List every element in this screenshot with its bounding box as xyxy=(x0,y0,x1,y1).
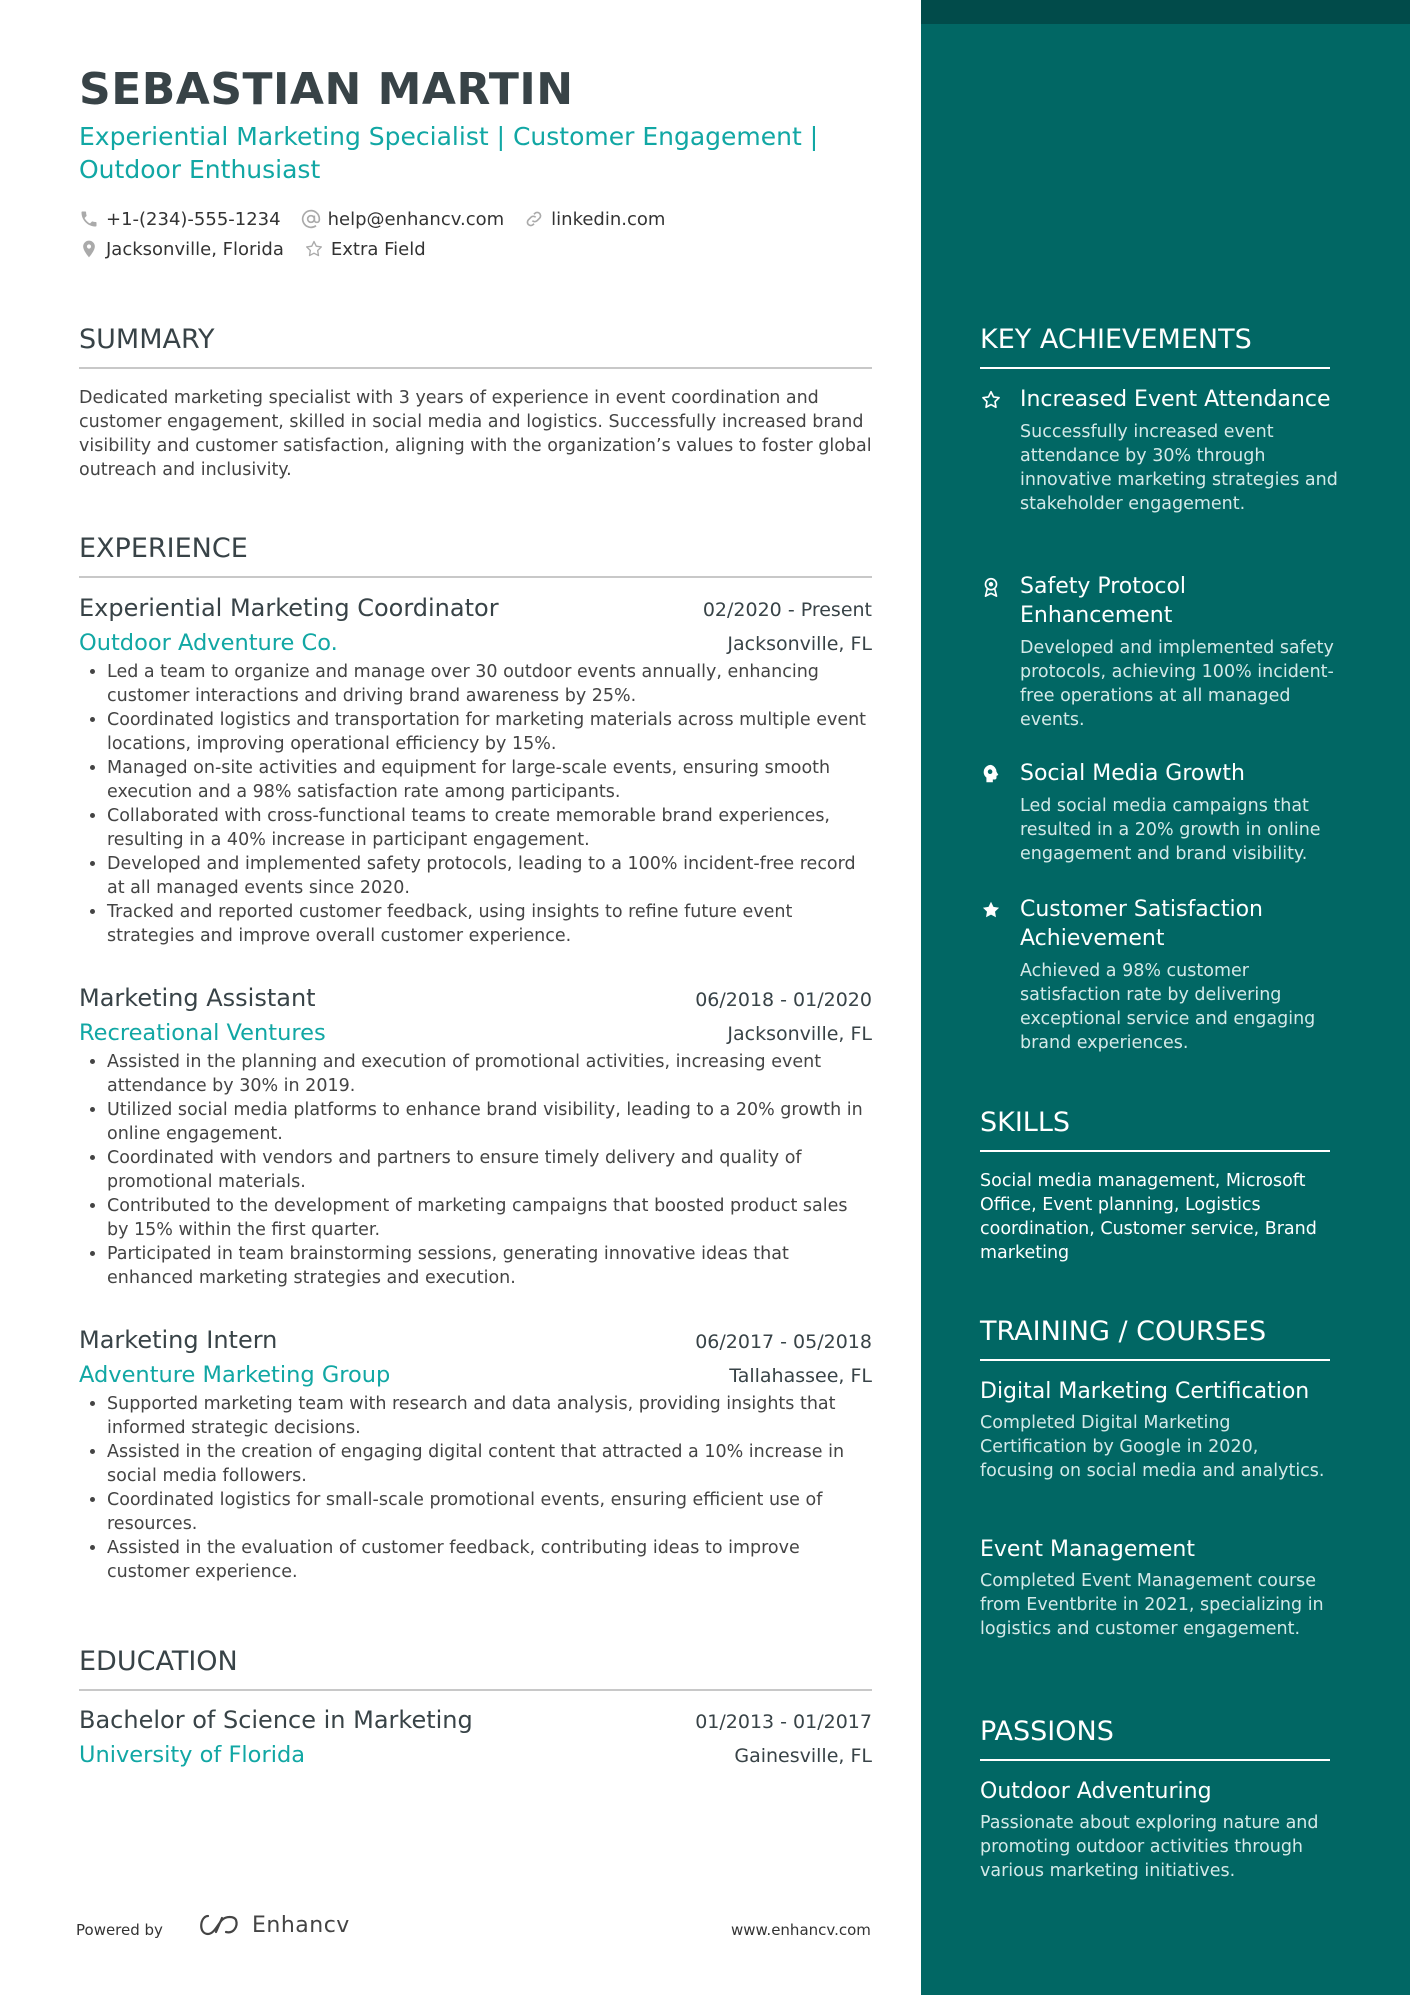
passion-desc: Passionate about exploring nature and promoting outdoor activities through various marketing initiatives. xyxy=(980,1813,1319,1881)
powered-by-label: Powered by xyxy=(76,1921,163,1939)
job-location: Tallahassee, FL xyxy=(729,1365,872,1387)
education-location: Gainesville, FL xyxy=(734,1745,872,1767)
phone-icon xyxy=(79,209,99,229)
company-name: Adventure Marketing Group xyxy=(79,1362,391,1388)
job-1-company-row xyxy=(79,630,872,656)
experience-heading: EXPERIENCE xyxy=(79,533,872,578)
job-2 xyxy=(79,984,872,1290)
job-3-header xyxy=(79,1326,872,1354)
job-bullets xyxy=(79,1050,872,1290)
contact-row-1 xyxy=(79,204,879,234)
achievement-item xyxy=(980,572,1340,732)
extra-field-text: Extra Field xyxy=(330,238,426,260)
bullet: • Supported marketing team with research and data analysis, providing insights that informed strategic decisions. xyxy=(107,1392,872,1440)
training-item xyxy=(980,1377,1335,1483)
award-ribbon-icon xyxy=(980,576,1002,598)
job-2-company-row xyxy=(79,1020,872,1046)
candidate-name: SEBASTIAN MARTIN xyxy=(79,64,574,115)
summary-heading: SUMMARY xyxy=(79,324,872,369)
bullet: • Led a team to organize and manage over 30 outdoor events annually, enhancing customer interactions and driving brand awareness by 25%. xyxy=(107,660,872,708)
extra-field-contact xyxy=(304,239,426,260)
job-title: Marketing Intern xyxy=(79,1326,278,1354)
enhancv-brand-name: Enhancv xyxy=(252,1912,350,1938)
bullet: • Assisted in the creation of engaging digital content that attracted a 10% increase in social media followers. xyxy=(107,1440,872,1488)
education-school-row xyxy=(79,1742,872,1768)
footer-url[interactable]: www.enhancv.com xyxy=(731,1921,871,1939)
training-desc: Completed Event Management course from Eventbrite in 2021, specializing in logistics and customer engagement. xyxy=(980,1571,1324,1639)
job-2-header xyxy=(79,984,872,1012)
achievement-title: Customer Satisfaction Achievement xyxy=(1020,897,1263,951)
skills-text: Social media management, Microsoft Office, Event planning, Logistics coordination, Customer service, Brand marketing xyxy=(980,1171,1317,1263)
achievement-item xyxy=(980,385,1340,516)
skills-heading: SKILLS xyxy=(980,1107,1330,1152)
job-3-company-row xyxy=(79,1362,872,1388)
bullet: • Tracked and reported customer feedback, using insights to refine future event strategies and improve overall customer experience. xyxy=(107,900,872,948)
bullet: • Coordinated logistics and transportation for marketing materials across multiple event locations, improving operational efficiency by 15%. xyxy=(107,708,872,756)
education-date: 01/2013 - 01/2017 xyxy=(695,1711,872,1733)
bullet: • Developed and implemented safety protocols, leading to a 100% incident-free record at all managed events since 2020. xyxy=(107,852,872,900)
achievement-desc: Developed and implemented safety protocols, achieving 100% incident-free operations at all managed events. xyxy=(1020,638,1334,730)
passion-item xyxy=(980,1777,1335,1883)
training-title: Digital Marketing Certification xyxy=(980,1379,1310,1404)
bullet: • Contributed to the development of marketing campaigns that boosted product sales by 15% within the first quarter. xyxy=(107,1194,872,1242)
contact-info xyxy=(79,204,879,264)
job-bullets xyxy=(79,660,872,948)
phone-text: +1-(234)-555-1234 xyxy=(106,208,281,230)
brain-head-icon xyxy=(980,763,1002,785)
passions-heading: PASSIONS xyxy=(980,1716,1330,1761)
bullet: • Assisted in the planning and execution of promotional activities, increasing event attendance by 30% in 2019. xyxy=(107,1050,872,1098)
bullet: • Coordinated with vendors and partners to ensure timely delivery and quality of promotional materials. xyxy=(107,1146,872,1194)
at-sign-icon xyxy=(301,209,321,229)
achievement-title: Social Media Growth xyxy=(1020,761,1245,786)
job-location: Jacksonville, FL xyxy=(727,633,872,655)
star-filled-icon xyxy=(980,899,1002,921)
job-title: Experiential Marketing Coordinator xyxy=(79,594,499,622)
bullet: • Participated in team brainstorming sessions, generating innovative ideas that enhanced marketing strategies and execution. xyxy=(107,1242,872,1290)
job-location: Jacksonville, FL xyxy=(727,1023,872,1045)
location-contact xyxy=(79,239,284,260)
email-contact[interactable] xyxy=(301,209,505,230)
achievement-title: Safety Protocol Enhancement xyxy=(1020,574,1187,628)
job-bullets xyxy=(79,1392,872,1584)
location-pin-icon xyxy=(79,239,99,259)
summary-text: Dedicated marketing specialist with 3 years of experience in event coordination and customer engagement, skilled in social media and logistics. Successfully increased brand visibility and customer satisfaction, aligning with the organization’s values to foster global outreach and inclusivity. xyxy=(79,388,872,480)
training-desc: Completed Digital Marketing Certification by Google in 2020, focusing on social media and analytics. xyxy=(980,1413,1325,1481)
job-date: 06/2017 - 05/2018 xyxy=(695,1331,872,1353)
achievement-item xyxy=(980,895,1340,1055)
education-entry xyxy=(79,1706,872,1768)
star-outline-icon xyxy=(980,389,1002,411)
enhancv-logo[interactable] xyxy=(196,1912,350,1938)
link-icon xyxy=(524,209,544,229)
enhancv-logo-icon xyxy=(196,1912,242,1938)
job-3 xyxy=(79,1326,872,1584)
achievement-desc: Led social media campaigns that resulted in a 20% growth in online engagement and brand visibility. xyxy=(1020,796,1321,864)
job-date: 02/2020 - Present xyxy=(702,599,872,621)
training-title: Event Management xyxy=(980,1537,1195,1562)
job-title: Marketing Assistant xyxy=(79,984,316,1012)
company-name: Outdoor Adventure Co. xyxy=(79,630,338,656)
job-date: 06/2018 - 01/2020 xyxy=(695,989,872,1011)
passion-title: Outdoor Adventuring xyxy=(980,1779,1212,1804)
bullet: • Managed on-site activities and equipment for large-scale events, ensuring smooth execution and a 98% satisfaction rate among participants. xyxy=(107,756,872,804)
linkedin-contact[interactable] xyxy=(524,209,665,230)
achievement-item xyxy=(980,759,1340,866)
bullet: • Assisted in the evaluation of customer feedback, contributing ideas to improve customer experience. xyxy=(107,1536,872,1584)
headline xyxy=(79,120,869,186)
achievement-desc: Successfully increased event attendance by 30% through innovative marketing strategies and stakeholder engagement. xyxy=(1020,422,1338,514)
contact-row-2 xyxy=(79,234,879,264)
headline-line-2: Outdoor Enthusiast xyxy=(79,155,321,184)
education-header xyxy=(79,1706,872,1734)
achievement-desc: Achieved a 98% customer satisfaction rate by delivering exceptional service and engaging brand experiences. xyxy=(1020,961,1316,1053)
location-text: Jacksonville, Florida xyxy=(106,238,284,260)
bullet: • Collaborated with cross-functional teams to create memorable brand experiences, resulting in a 40% increase in participant engagement. xyxy=(107,804,872,852)
phone-contact xyxy=(79,209,281,230)
sidebar-top-bar xyxy=(921,0,1410,24)
email-text[interactable]: help@enhancv.com xyxy=(327,208,505,230)
bullet: • Coordinated logistics for small-scale promotional events, ensuring efficient use of resources. xyxy=(107,1488,872,1536)
star-outline-icon xyxy=(304,239,324,259)
training-item xyxy=(980,1535,1335,1641)
key-achievements-heading: KEY ACHIEVEMENTS xyxy=(980,324,1330,369)
degree: Bachelor of Science in Marketing xyxy=(79,1706,473,1734)
training-heading: TRAINING / COURSES xyxy=(980,1316,1330,1361)
school-name: University of Florida xyxy=(79,1742,306,1768)
headline-line-1: Experiential Marketing Specialist | Customer Engagement | xyxy=(79,122,819,151)
job-1-header xyxy=(79,594,872,622)
education-heading: EDUCATION xyxy=(79,1646,872,1691)
bullet: • Utilized social media platforms to enhance brand visibility, leading to a 20% growth in online engagement. xyxy=(107,1098,872,1146)
company-name: Recreational Ventures xyxy=(79,1020,326,1046)
linkedin-text[interactable]: linkedin.com xyxy=(551,208,666,230)
job-1 xyxy=(79,594,872,948)
achievement-title: Increased Event Attendance xyxy=(1020,387,1331,412)
